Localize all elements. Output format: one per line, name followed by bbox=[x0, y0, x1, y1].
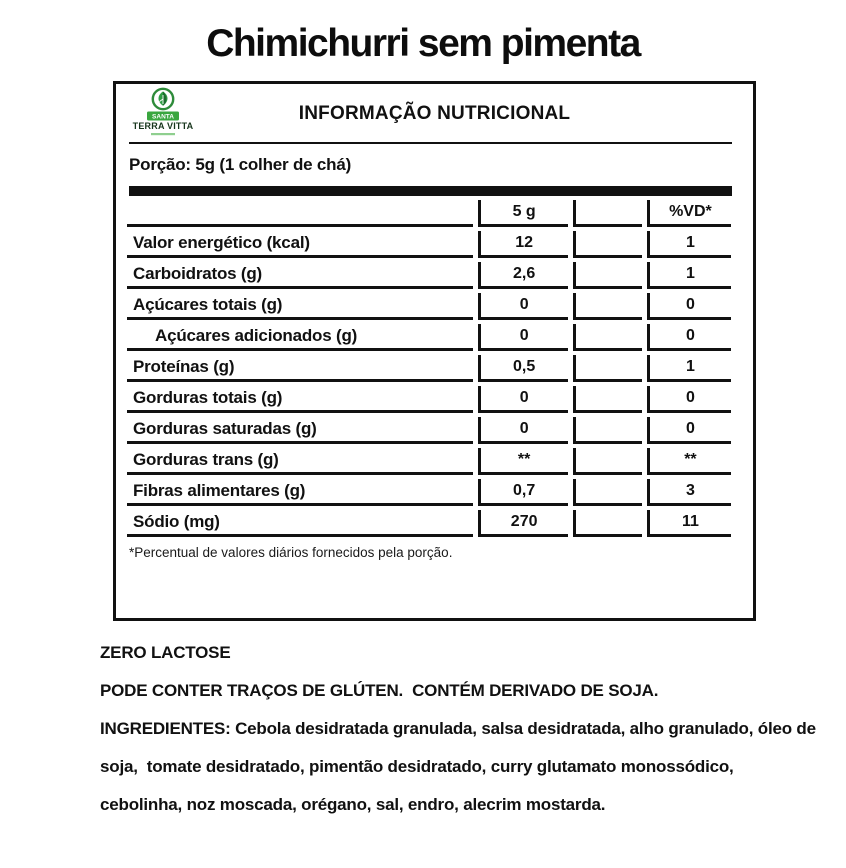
table-row bbox=[127, 510, 731, 537]
gap-cell bbox=[573, 386, 642, 413]
nutrient-vd: 0 bbox=[647, 386, 731, 413]
table-row bbox=[127, 417, 731, 444]
nutrient-label: Fibras alimentares (g) bbox=[127, 479, 473, 506]
table-row bbox=[127, 479, 731, 506]
nutrition-table bbox=[122, 196, 736, 541]
gap-cell bbox=[573, 448, 642, 475]
nutrient-amount: 0 bbox=[478, 417, 568, 444]
table-row bbox=[127, 293, 731, 320]
portion-text: Porção: 5g (1 colher de chá) bbox=[129, 155, 352, 174]
nutrient-label: Proteínas (g) bbox=[127, 355, 473, 382]
gap-cell bbox=[573, 417, 642, 444]
terra-vitta-logo bbox=[128, 87, 198, 141]
table-row bbox=[127, 355, 731, 382]
nutrient-vd: 3 bbox=[647, 479, 731, 506]
nutrient-vd: 0 bbox=[647, 324, 731, 351]
header-vd-cell: %VD* bbox=[647, 200, 731, 227]
nutrient-vd: 0 bbox=[647, 293, 731, 320]
nutrient-vd: 1 bbox=[647, 262, 731, 289]
nutrient-amount: 0,5 bbox=[478, 355, 568, 382]
nutrition-facts-box bbox=[113, 81, 756, 621]
nutrient-label: Açúcares totais (g) bbox=[127, 293, 473, 320]
allergen-statement: PODE CONTER TRAÇOS DE GLÚTEN. CONTÉM DERIVADO DE SOJA. bbox=[100, 681, 659, 700]
nutrient-label: Gorduras trans (g) bbox=[127, 448, 473, 475]
logo-tagline-strip bbox=[151, 133, 175, 135]
gap-cell bbox=[573, 479, 642, 506]
nutrient-amount: 0 bbox=[478, 324, 568, 351]
nutrient-vd: 11 bbox=[647, 510, 731, 537]
nutrient-label: Sódio (mg) bbox=[127, 510, 473, 537]
nutrient-label: Açúcares adicionados (g) bbox=[127, 324, 473, 351]
header-empty-cell bbox=[127, 200, 473, 227]
table-row bbox=[127, 262, 731, 289]
nutrient-amount: ** bbox=[478, 448, 568, 475]
page-title: Chimichurri sem pimenta bbox=[206, 22, 640, 65]
nutrient-amount: 0 bbox=[478, 293, 568, 320]
logo-band-text: SANTA bbox=[152, 113, 174, 121]
gap-cell bbox=[573, 231, 642, 258]
nutrient-amount: 270 bbox=[478, 510, 568, 537]
header-amount-cell: 5 g bbox=[478, 200, 568, 227]
zero-lactose-claim: ZERO LACTOSE bbox=[100, 643, 231, 662]
nutrient-amount: 2,6 bbox=[478, 262, 568, 289]
nutrient-label: Carboidratos (g) bbox=[127, 262, 473, 289]
nutrient-vd: 1 bbox=[647, 231, 731, 258]
table-row bbox=[127, 448, 731, 475]
nutrition-heading: INFORMAÇÃO NUTRICIONAL bbox=[298, 103, 571, 124]
ingredients-list: INGREDIENTES: Cebola desidratada granulada, salsa desidratada, alho granulado, óleo de soja, tomate desidratado, pimentão desidratado, curry glutamato monossódico, cebolinha, noz moscada, orégano, sal, endro, alecrim mostarda. bbox=[100, 719, 821, 814]
nutrient-label: Gorduras saturadas (g) bbox=[127, 417, 473, 444]
daily-value-footnote: *Percentual de valores diários fornecidos pela porção. bbox=[129, 545, 453, 560]
nutrition-box-header bbox=[116, 84, 753, 142]
gap-cell bbox=[573, 262, 642, 289]
nutrient-vd: 1 bbox=[647, 355, 731, 382]
table-row bbox=[127, 386, 731, 413]
nutrient-vd: ** bbox=[647, 448, 731, 475]
gap-cell bbox=[573, 293, 642, 320]
gap-cell bbox=[573, 510, 642, 537]
gap-cell bbox=[573, 324, 642, 351]
logo-brand-text: TERRA VITTA bbox=[132, 121, 194, 132]
table-header-row bbox=[127, 200, 731, 227]
table-row bbox=[127, 324, 731, 351]
table-row bbox=[127, 231, 731, 258]
claims-section bbox=[100, 634, 820, 824]
nutrient-label: Valor energético (kcal) bbox=[127, 231, 473, 258]
nutrient-vd: 0 bbox=[647, 417, 731, 444]
nutrient-amount: 0 bbox=[478, 386, 568, 413]
nutrient-amount: 0,7 bbox=[478, 479, 568, 506]
nutrient-label: Gorduras totais (g) bbox=[127, 386, 473, 413]
thick-divider-bar bbox=[129, 186, 732, 196]
gap-cell bbox=[573, 355, 642, 382]
nutrient-amount: 12 bbox=[478, 231, 568, 258]
gap-cell bbox=[573, 200, 642, 227]
